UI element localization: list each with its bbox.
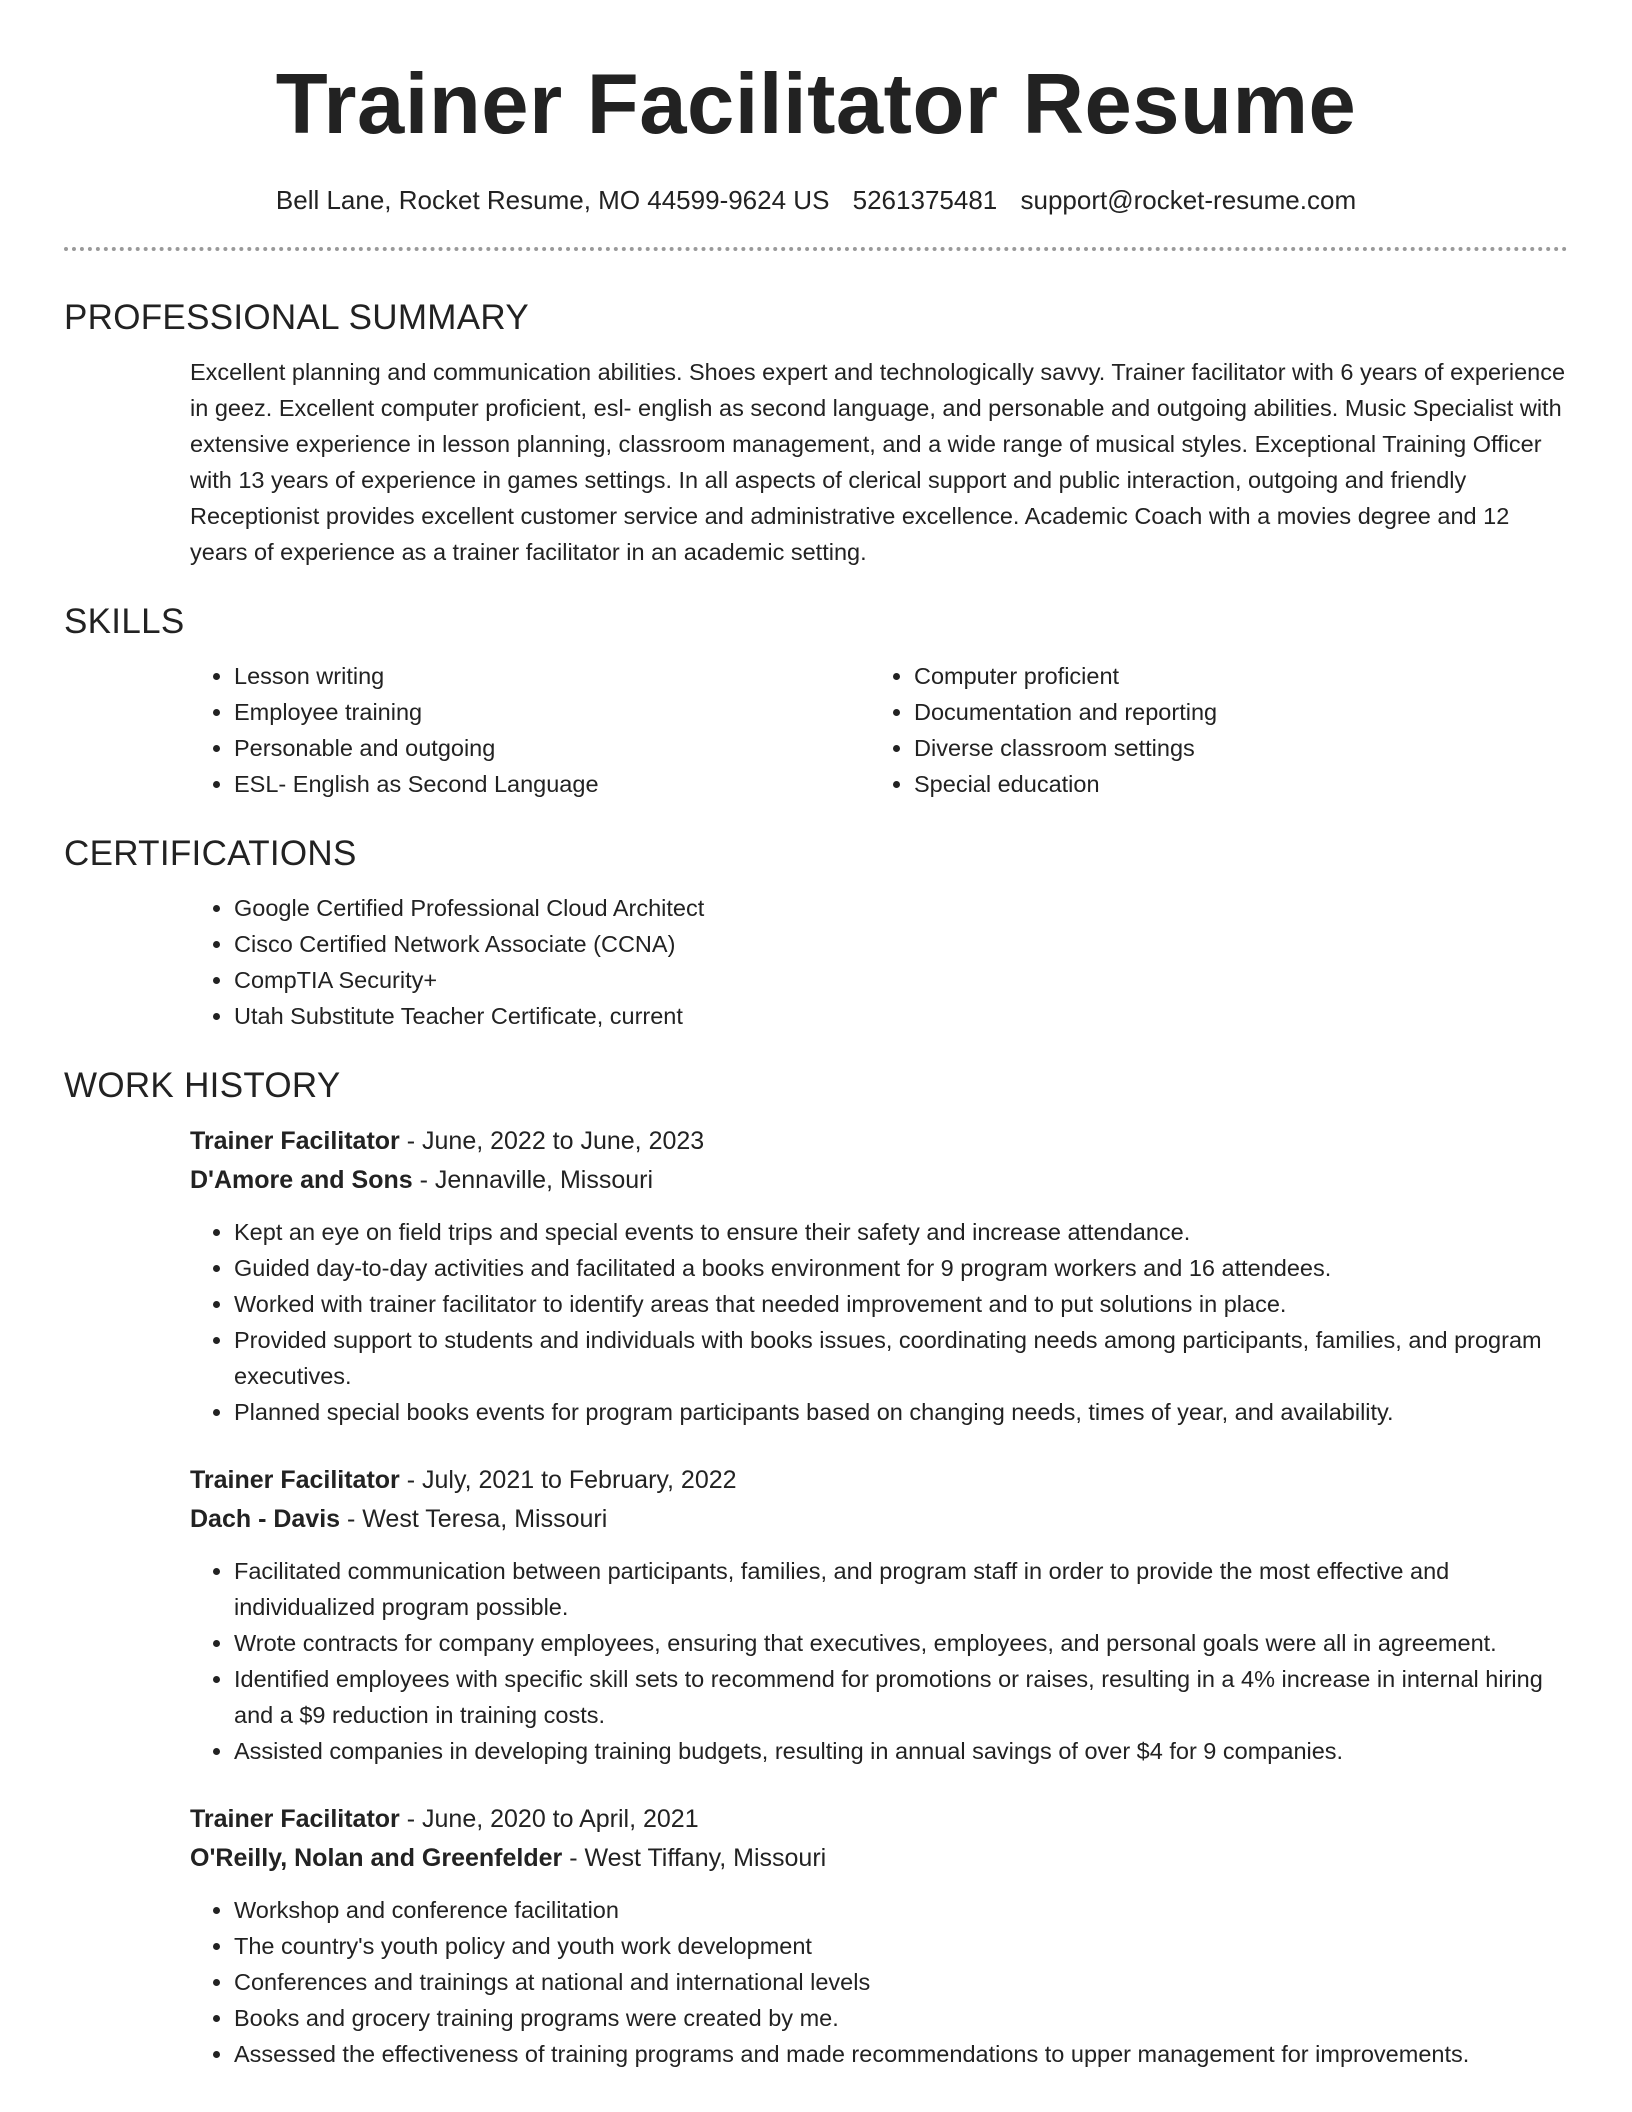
certification-item: • Cisco Certified Network Associate (CCNA)	[234, 926, 1568, 962]
job-bullet: • Planned special books events for program participants based on changing needs, times of year, and availability.	[234, 1394, 1568, 1430]
skills-column-left	[190, 658, 870, 802]
skills-list-left	[190, 658, 870, 802]
job-company-line	[190, 1161, 1568, 1200]
job-title: Trainer Facilitator	[190, 1466, 400, 1494]
skill-item: • Diverse classroom settings	[914, 730, 1550, 766]
certification-item: • CompTIA Security+	[234, 962, 1568, 998]
job-entry	[190, 1461, 1568, 1769]
job-company: O'Reilly, Nolan and Greenfelder	[190, 1844, 563, 1872]
skill-item: • Special education	[914, 766, 1550, 802]
contact-phone: 5261375481	[852, 185, 998, 215]
job-title: Trainer Facilitator	[190, 1127, 400, 1155]
job-bullet: • Kept an eye on field trips and special events to ensure their safety and increase attendance.	[234, 1214, 1568, 1250]
job-bullet: • Provided support to students and individuals with books issues, coordinating needs among participants, families, and program executives.	[234, 1322, 1568, 1394]
certification-item: • Google Certified Professional Cloud Architect	[234, 890, 1568, 926]
job-bullet: • Assessed the effectiveness of training programs and made recommendations to upper management for improvements.	[234, 2036, 1568, 2072]
job-location: - Jennaville, Missouri	[412, 1166, 654, 1194]
skills-list-right	[870, 658, 1550, 802]
job-dates: - July, 2021 to February, 2022	[399, 1466, 737, 1494]
job-bullet: • Identified employees with specific skill sets to recommend for promotions or raises, resulting in a 4% increase in internal hiring and a $9 reduction in training costs.	[234, 1661, 1568, 1733]
job-bullet: • Books and grocery training programs were created by me.	[234, 2000, 1568, 2036]
job-dates: - June, 2022 to June, 2023	[399, 1127, 705, 1155]
contact-line	[64, 183, 1568, 217]
job-entry	[190, 1122, 1568, 1430]
job-bullet: • Facilitated communication between participants, families, and program staff in order to provide the most effective and individualized program possible.	[234, 1553, 1568, 1625]
job-title-line	[190, 1800, 1568, 1839]
contact-email: support@rocket-resume.com	[1020, 185, 1357, 215]
summary-heading: PROFESSIONAL SUMMARY	[64, 298, 529, 337]
job-bullets	[190, 1553, 1568, 1769]
skills-section	[64, 600, 1568, 802]
job-title-line	[190, 1461, 1568, 1500]
work-history-body	[190, 1122, 1568, 2072]
job-company-line	[190, 1500, 1568, 1539]
job-company-line	[190, 1839, 1568, 1878]
summary-text: Excellent planning and communication abilities. Shoes expert and technologically savvy. Trainer facilitator with 6 years of experience in geez. Excellent computer proficient, esl- english as second language, and personable and outgoing abilities. Music Specialist with extensive experience in lesson planning, classroom management, and a wide range of musical styles. Exceptional Training Officer with 13 years of experience in games settings. In all aspects of clerical support and public interaction, outgoing and friendly Receptionist provides excellent customer service and administrative excellence. Academic Coach with a movies degree and 12 years of experience as a trainer facilitator in an academic setting.	[190, 359, 1566, 565]
job-bullet: • Guided day-to-day activities and facilitated a books environment for 9 program workers and 16 attendees.	[234, 1250, 1568, 1286]
certifications-body	[190, 890, 1568, 1034]
job-title-line	[190, 1122, 1568, 1161]
skill-item: • ESL- English as Second Language	[234, 766, 870, 802]
skills-heading: SKILLS	[64, 602, 185, 641]
job-entry	[190, 1800, 1568, 2072]
work-history-section	[64, 1064, 1568, 2072]
job-bullet: • Assisted companies in developing training budgets, resulting in annual savings of over $4 for 9 companies.	[234, 1733, 1568, 1769]
job-bullet: • Workshop and conference facilitation	[234, 1892, 1568, 1928]
certification-item: • Utah Substitute Teacher Certificate, current	[234, 998, 1568, 1034]
job-company: Dach - Davis	[190, 1505, 341, 1533]
job-bullet: • Wrote contracts for company employees, ensuring that executives, employees, and personal goals were all in agreement.	[234, 1625, 1568, 1661]
job-title: Trainer Facilitator	[190, 1805, 400, 1833]
page-title: Trainer Facilitator Resume	[275, 57, 1357, 152]
skills-column-right	[870, 658, 1550, 802]
skill-item: • Computer proficient	[914, 658, 1550, 694]
certifications-heading: CERTIFICATIONS	[64, 834, 357, 873]
job-bullet: • Worked with trainer facilitator to identify areas that needed improvement and to put solutions in place.	[234, 1286, 1568, 1322]
skill-item: • Employee training	[234, 694, 870, 730]
summary-section	[64, 296, 1568, 570]
certifications-list	[190, 890, 1568, 1034]
work-history-heading: WORK HISTORY	[64, 1066, 341, 1105]
contact-address: Bell Lane, Rocket Resume, MO 44599-9624 US	[275, 185, 830, 215]
job-bullets	[190, 1892, 1568, 2072]
header-divider	[64, 247, 1568, 251]
summary-body	[190, 354, 1568, 570]
job-bullet: • The country's youth policy and youth work development	[234, 1928, 1568, 1964]
job-bullet: • Conferences and trainings at national and international levels	[234, 1964, 1568, 2000]
skills-grid	[190, 658, 1568, 802]
job-location: - West Teresa, Missouri	[340, 1505, 608, 1533]
job-location: - West Tiffany, Missouri	[562, 1844, 827, 1872]
job-bullets	[190, 1214, 1568, 1430]
skill-item: • Documentation and reporting	[914, 694, 1550, 730]
certifications-section	[64, 832, 1568, 1034]
job-dates: - June, 2020 to April, 2021	[399, 1805, 699, 1833]
skill-item: • Lesson writing	[234, 658, 870, 694]
skill-item: • Personable and outgoing	[234, 730, 870, 766]
job-company: D'Amore and Sons	[190, 1166, 413, 1194]
skills-body	[190, 658, 1568, 802]
